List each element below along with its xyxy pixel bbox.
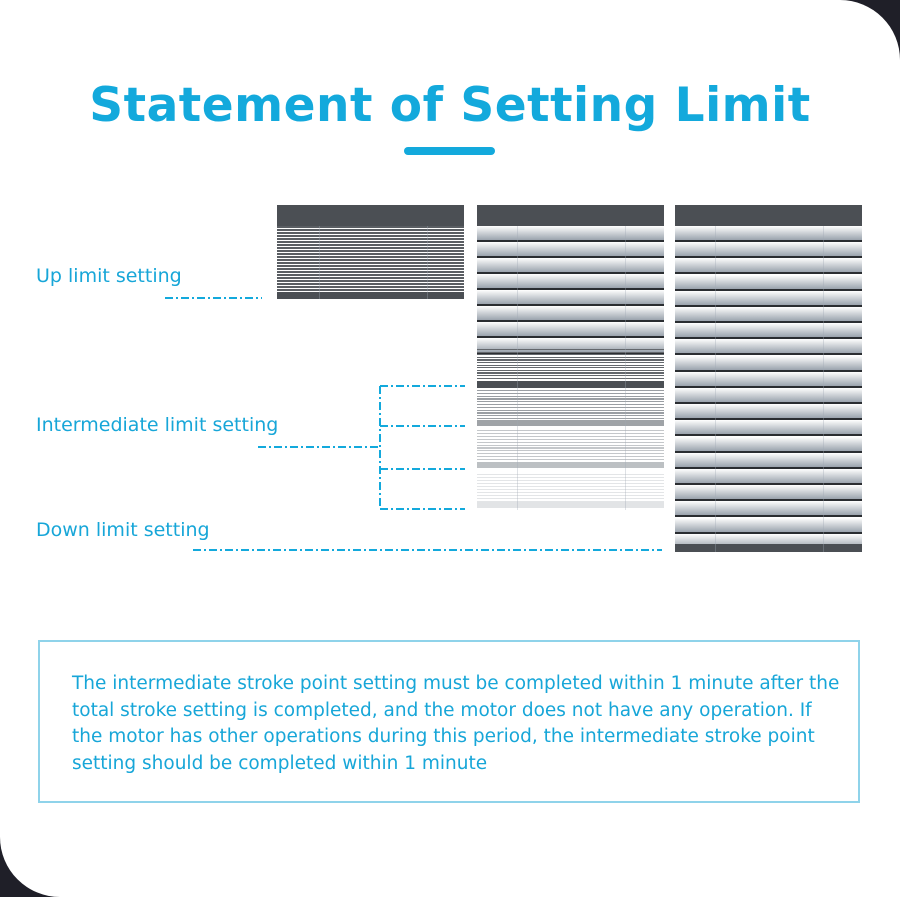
page-title: Statement of Setting Limit [89,78,811,133]
down-limit-label: Down limit setting [36,519,210,541]
note-box [38,640,860,803]
up-limit-label: Up limit setting [36,265,182,287]
note-text: The intermediate stroke point setting must be completed within 1 minute after the total stroke setting is completed, and the motor does not have any operation. If the motor has other operations during this period, the intermediate stroke point setting should be completed within 1 minute [72,673,840,774]
intermediate-limit-label: Intermediate limit setting [36,414,279,436]
